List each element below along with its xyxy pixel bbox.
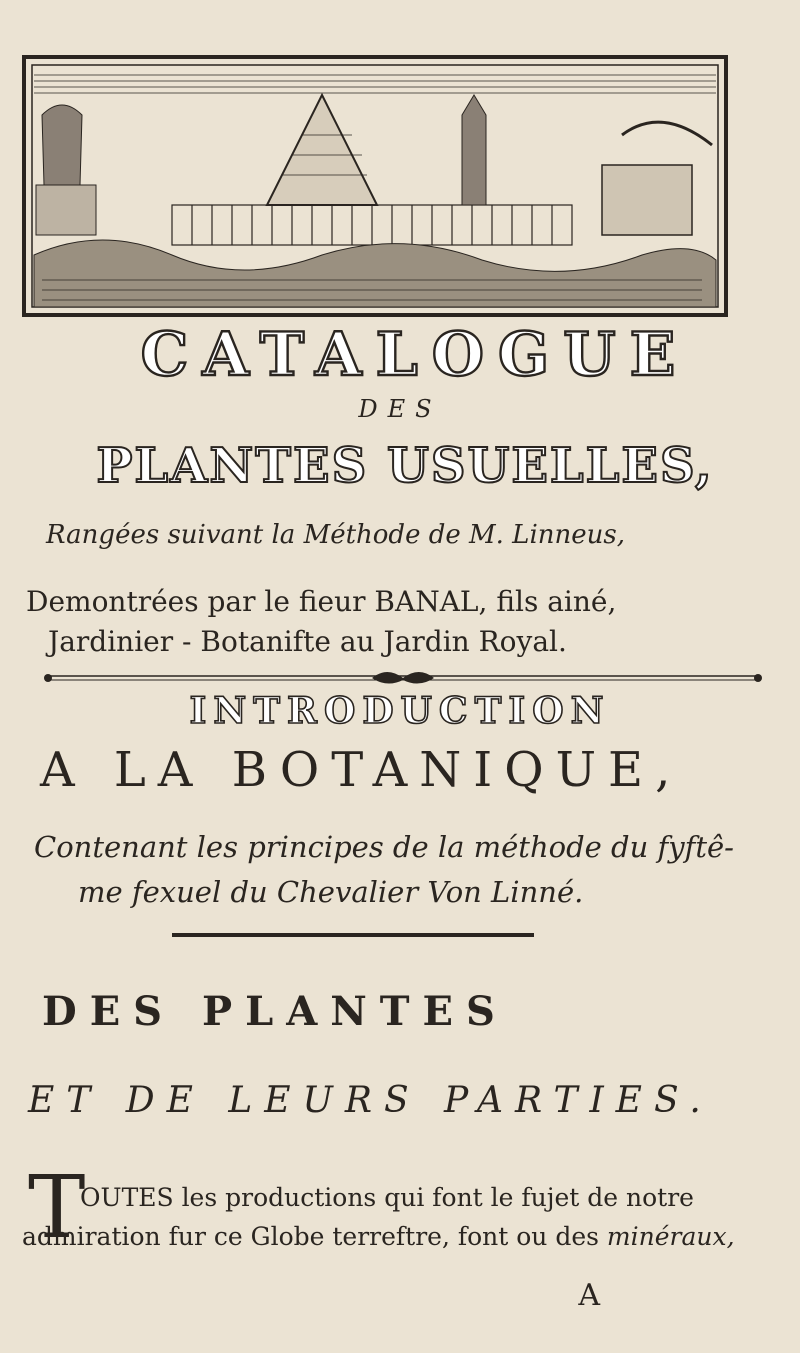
contenant-line-2: me fexuel du Chevalier Von Linné. xyxy=(78,875,584,909)
body-line-2 xyxy=(22,1222,735,1251)
body-line-1: OUTES les productions qui font le fujet de notre xyxy=(80,1183,694,1212)
body-line-2-text: admiration fur ce Globe terreftre, font ou des xyxy=(22,1222,607,1251)
title-plantes-usuelles: PLANTES USUELLES, xyxy=(96,438,714,494)
author-line: Demontrées par le fieur BANAL, fils ainé, xyxy=(26,585,617,618)
catchword-row xyxy=(0,1278,800,1313)
catchword: A xyxy=(578,1278,600,1313)
contenant-line-1: Contenant les principes de la méthode du fyftê- xyxy=(34,830,734,864)
heading-botanique: A LA BOTANIQUE, xyxy=(40,742,683,798)
heading-parties: ET DE LEURS PARTIES. xyxy=(28,1080,713,1121)
drop-cap: T xyxy=(28,1158,86,1258)
title-des: DES xyxy=(358,395,442,423)
heading-des-plantes: DES PLANTES xyxy=(42,988,508,1035)
engraved-garden-headpiece-icon xyxy=(22,55,728,320)
ornamental-rule-icon xyxy=(42,668,764,688)
subtitle-rangees: Rangées suivant la Méthode de M. Linneus, xyxy=(46,520,625,550)
author-title-line: Jardinier - Botanifte au Jardin Royal. xyxy=(48,625,567,658)
heading-introduction: INTRODUCTION xyxy=(189,690,611,732)
title-catalogue: CATALOGUE xyxy=(140,320,690,390)
divider-rule xyxy=(172,933,534,937)
body-line-2-italic: minéraux, xyxy=(606,1222,735,1251)
